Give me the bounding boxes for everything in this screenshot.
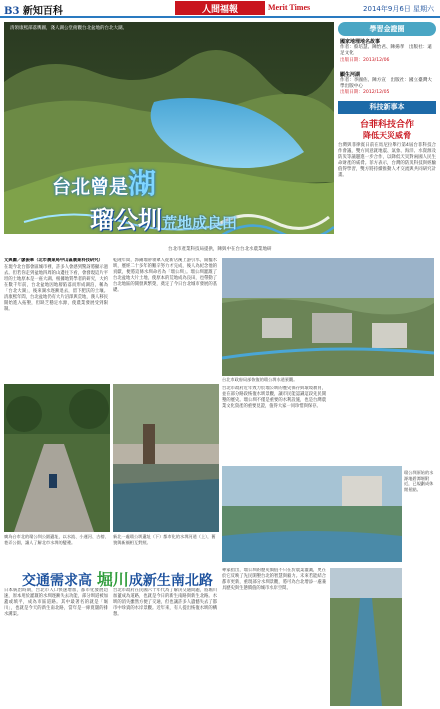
- city-aerial-photo: [222, 258, 434, 376]
- waterfront-photo: [222, 466, 402, 562]
- headline-line-1: [52, 162, 156, 202]
- headline-main: 瑠公圳: [90, 206, 162, 234]
- section-2-text: 專家指出，瑠公圳的歷史價值不只在於農業灌溉，更在於它反映了先民開墾台北的智慧與毅力。未來若能結合都市更新，重現部分水圳景觀，將可為台北增添一處兼具歷史與生態價值的城市水岸空間。: [222, 568, 326, 591]
- headline-part-a: 台北曾是: [52, 176, 129, 198]
- book-info: 作者：李國佐、陳方宣 出版社：國立臺灣大學出版中心: [340, 78, 432, 90]
- book-date: 出版日期：2013/12/06: [340, 57, 390, 63]
- page-header: [0, 0, 440, 18]
- section-number: B3: [4, 6, 20, 17]
- section-2-column-3: [222, 568, 326, 706]
- book-title: 顯生河湖: [340, 71, 361, 78]
- article-text: 台北市政府近年致力於瑠公圳的歷史保存與環境教育，並在部分路段恢復水圳景觀，讓市民能認識這段先民開墾的歷史。瑠公圳不僅是重要的水利設施，也是台灣農業文化資產的重要見證，值得大家一同珍惜與保存。: [222, 386, 326, 409]
- section-tag: [4, 2, 63, 17]
- hero-caption: 清領康熙部落輿圖，淺人湖公堂俯觀台北盆地的台北大湖。: [10, 26, 127, 31]
- book-date: 出版日期：2012/12/05: [340, 90, 390, 96]
- article-byline: 文與圖／廖振華（北市農業局中山區農業科技研究）: [4, 258, 103, 263]
- headline-lake-char: 湖: [128, 167, 157, 200]
- feature-title: 台菲科技合作: [359, 119, 414, 130]
- article-text: 乾隆年間，郭錫瑠帶領眾人從新店溪上游引水，開鑿水圳，歷經二十多年的艱辛努力才完成，後人為紀念他的貢獻，便將這條水圳命名為「瑠公圳」。瑠公圳灌溉了台北盆地大片土地，使原本的荒地成為良田，也帶動了台北地區的開發與繁榮，奠定了今日台北城市發展的基礎。: [113, 258, 217, 293]
- book-entry: [338, 72, 436, 97]
- section-2-headline-part-b: 堀川: [96, 570, 129, 589]
- photo-caption: 新北一處瑠公圳遺址（下）都市化的水圳河道（上），舊貌與新顏相互對照。: [113, 534, 216, 545]
- book-entry: [338, 39, 436, 64]
- canal-image: [113, 384, 219, 532]
- photo-caption: 台北市政府局部恢復的瑠公圳水道景觀。: [222, 377, 298, 382]
- article-column-1: [4, 258, 108, 382]
- section-2-headline-part-a: 交通需求高: [22, 573, 92, 589]
- hero-photo-credit: 台北市產業科技局提供，陳與中在台台北水農業地研: [168, 247, 272, 252]
- section-2-text: 台北市政府在民國六十年代為了解決交通問題，將堀川加蓋成為道路，也就是今日的新生南路與新生北路。水圳的消失雖然方便了交通，但也讓許多人遺憾失去了都市中珍貴的水岸景觀。近年來，有人提出恢復水圳的構想。: [113, 588, 217, 617]
- park-image: [4, 384, 110, 532]
- city-aerial-image: [222, 258, 434, 376]
- newspaper-name-en: Merit Times: [268, 3, 311, 12]
- feature-subtitle: 降低天災威脅: [363, 130, 411, 140]
- sidebar-heading-tech: 科技新事本: [338, 101, 436, 114]
- canal-history-image: [330, 568, 402, 706]
- sidebar: [338, 22, 436, 179]
- photo-caption: 瑠公圳原始的水源地碧潭堰附近，已規劃成休閒景點。: [404, 470, 434, 492]
- hero-image: [4, 22, 334, 252]
- book-title: 國家地理地名故事: [340, 39, 381, 45]
- sidebar-heading-books: 學習金證圈: [338, 22, 436, 36]
- feature-body: 台灣與菲律賓日前在馬尼拉舉行第4屆台菲科技合作會議，雙方同意就地震、氣象、海洋、水資源及防災等議題進一步合作，以降低天災對兩國人民生命財產的威脅。菲方表示，台灣的防災科技與經驗值得學習，雙方將持續推動人才交流與共同研究計畫。: [338, 142, 436, 178]
- article-column-3: [222, 386, 326, 464]
- photo-caption: 廣為台市北的瑠公圳公園遺址，以水流、小運河、古榕、巷弄公園，讓人了解北市水圳的變遷。: [4, 534, 109, 545]
- article-text: 在現今北台都會區城市裡，許多人會感到驚訝將顯示過去。但若你走到盆地四周的山邊往下看，會發現這片平坦的土地原本是一座大湖。根據地質學者的研究，大約在數千年前，台北盆地因地層陷落而形成湖泊，稱為「台北大湖」，後來湖水逐漸退去，留下肥沃的土壤。清康熙年間，台北盆地仍有大片沼澤與荒地，漢人移民開始進入拓墾，但缺乏穩定水源，使農業發展受到限制。: [4, 265, 108, 312]
- headline-line-2: [90, 200, 237, 235]
- section-2-text: 日本統治時期，台北市人口快速增加，都市化發展迅速，原本用於灌溉的水圳逐漸失去功能，部分圳道被加蓋或填平，成為市區道路。其中最著名的就是「堀川」，也就是今天的新生南北路，當年是一條寬闊的排水溝渠。: [4, 588, 108, 617]
- section-2-headline-part-c: 成新生南北路: [128, 573, 213, 589]
- section-2-column-1: [4, 588, 108, 706]
- section-name: 新知百科: [22, 6, 63, 17]
- book-info: 作者：蔡培慧、陳怡君、陳揚孝 出版社：遠足文化: [340, 45, 432, 57]
- issue-date: 2014年9月6日 星期六: [363, 5, 434, 13]
- canal-history-photo: [330, 568, 402, 706]
- section-2-column-2: [113, 588, 217, 706]
- waterfront-image: [222, 466, 402, 562]
- article-column-2: [113, 258, 217, 382]
- section-2-headline: [22, 567, 213, 590]
- canal-photo: [113, 384, 219, 532]
- headline-sub: 荒地成良田: [162, 214, 238, 232]
- park-photo: [4, 384, 110, 532]
- newspaper-logo: 人間福報: [175, 1, 265, 15]
